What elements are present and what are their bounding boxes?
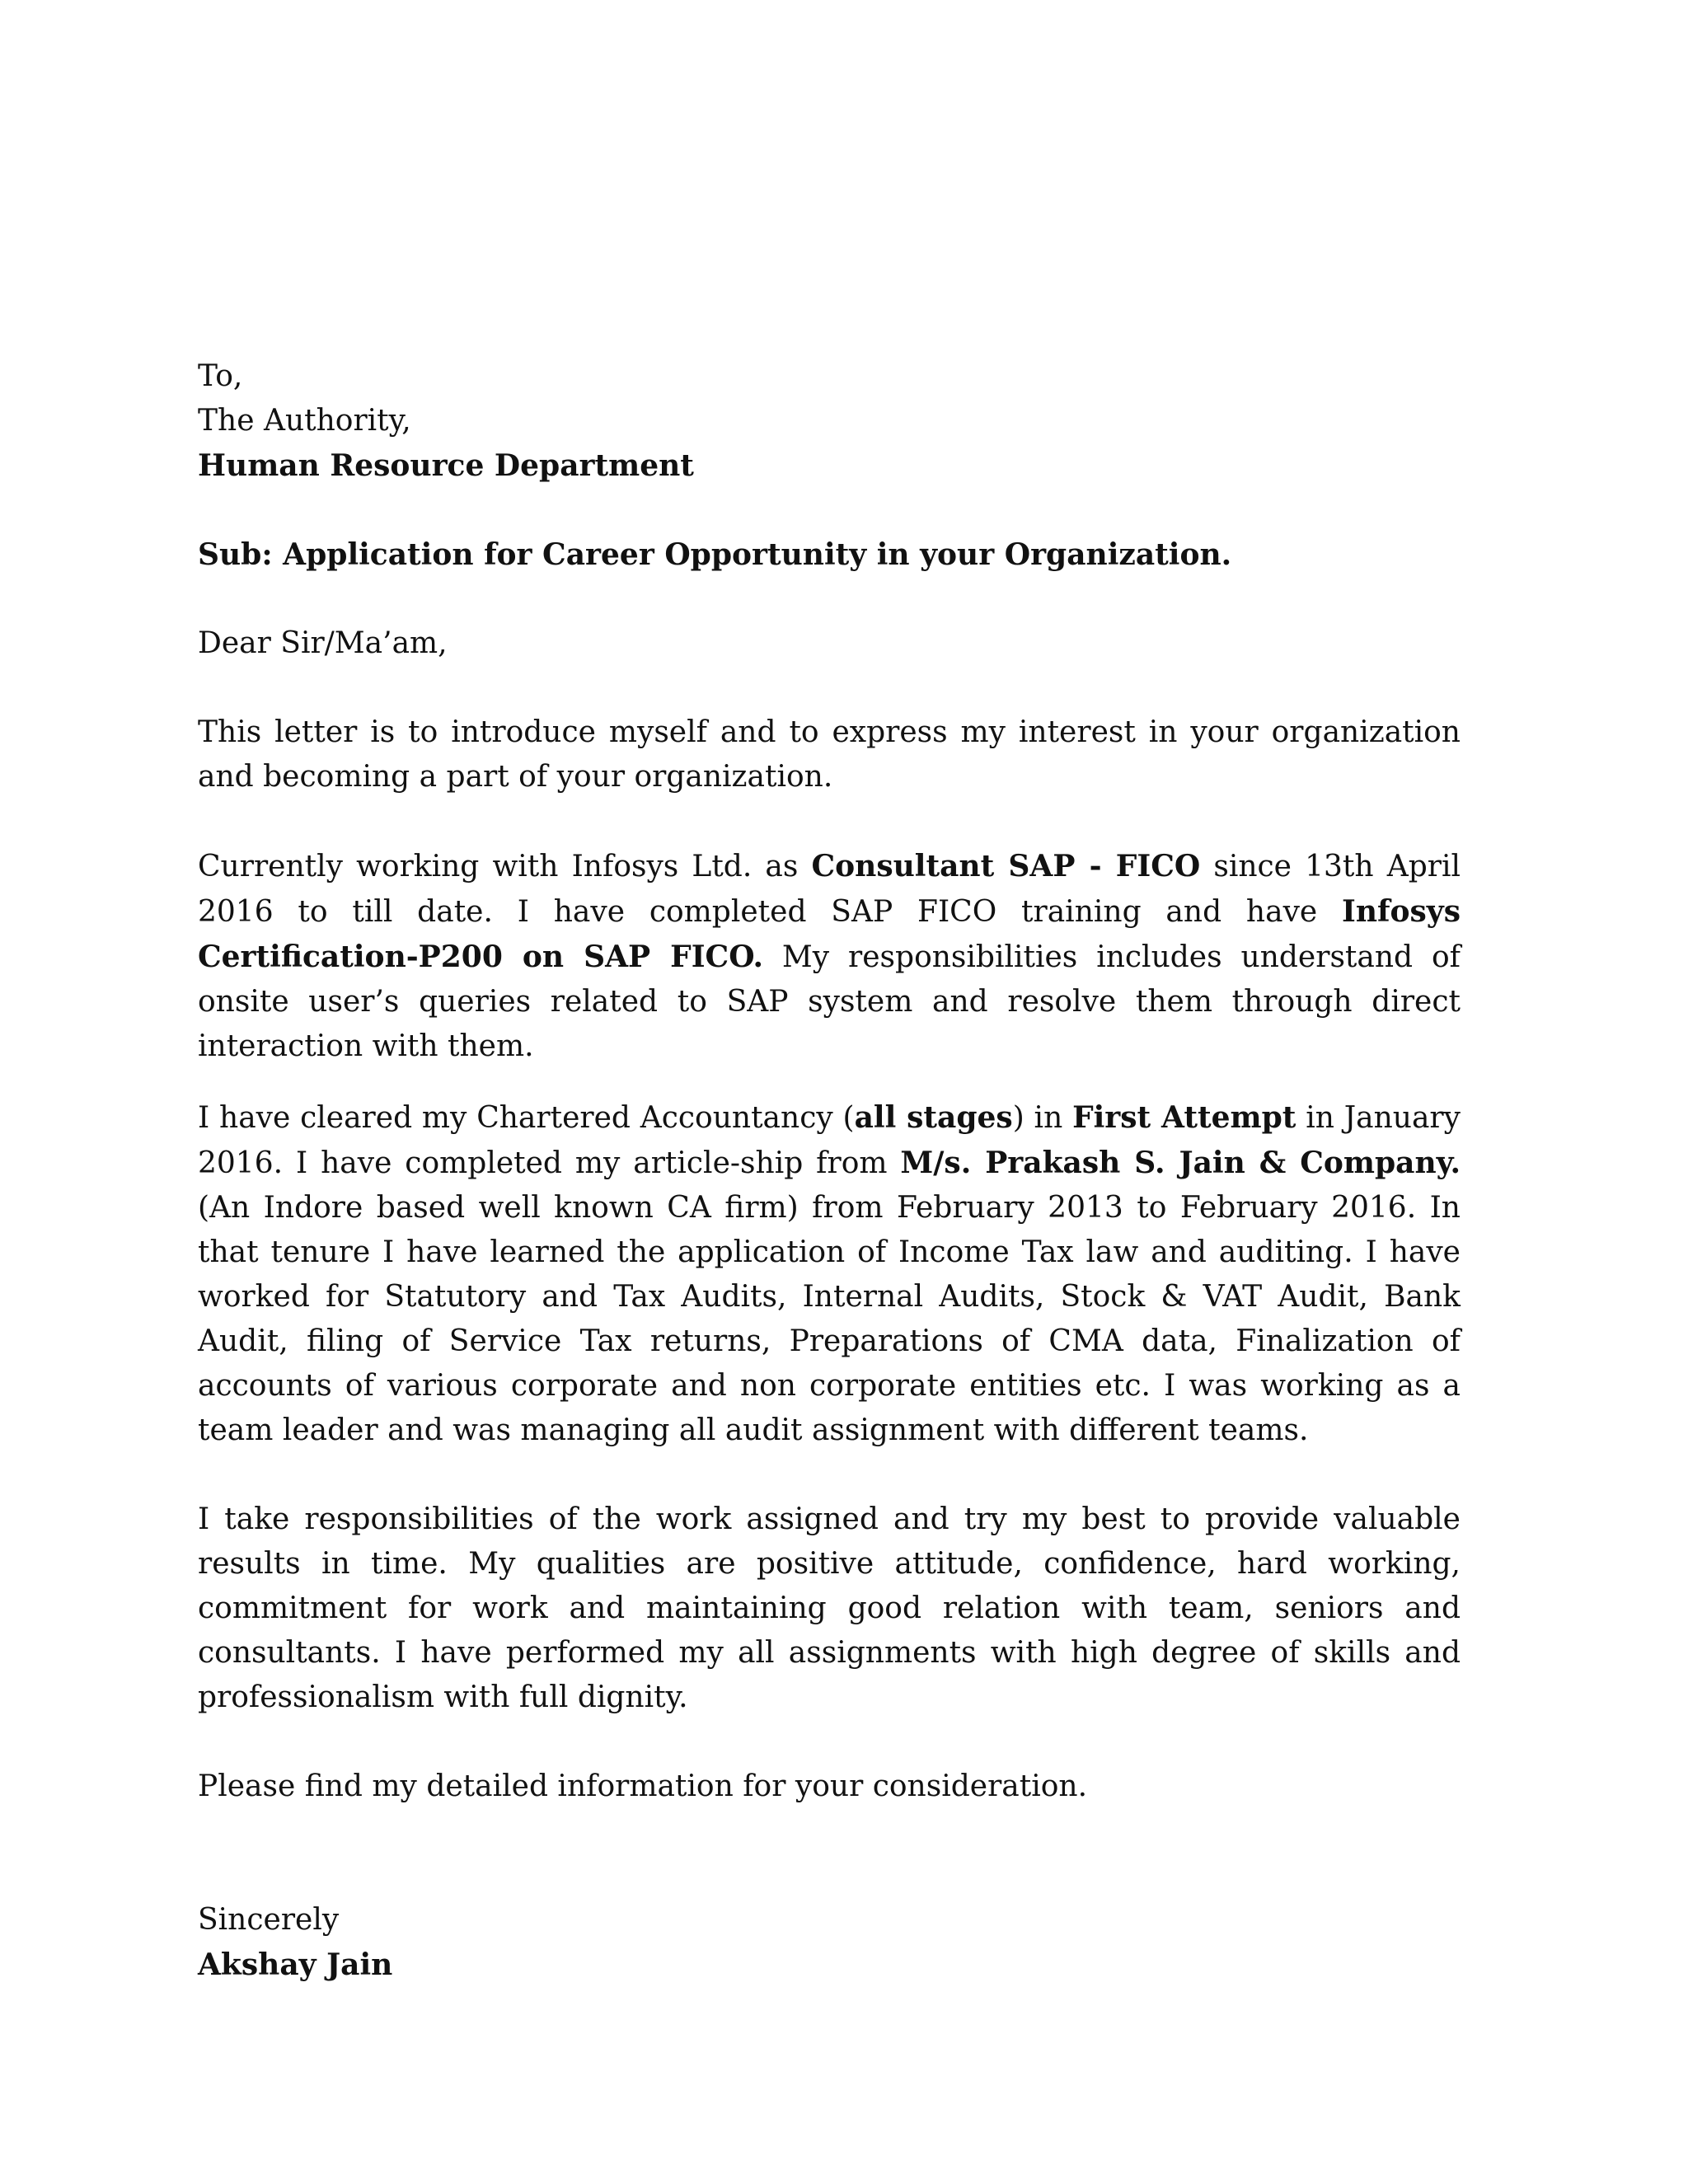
qualities-paragraph: I take responsibilities of the work assigned and try my best to provide valuable results in time. My qualities are positive attitude, confidence, hard working, commitment for work and maintaining good relation with team, seniors and consultants. I have performed my all assignments with high degree of skills and professionalism with full dignity. [198,1502,1461,1714]
education-text-4: (An Indore based well known CA firm) from February 2013 to February 2016. In that tenure I have learned the application of Income Tax law and auditing. I have worked for Statutory and Tax Audits, Internal Audits, Stock & VAT Audit, Bank Audit, filing of Service Tax returns, Preparations of CMA data, Finalization of accounts of various corporate and non corporate entities etc. I was working as a team leader and was managing all audit assignment with different teams. [198,1191,1461,1447]
education-text-2: ) in [1012,1101,1073,1135]
letter-body [198,354,1461,1987]
current-role-text-1: Currently working with Infosys Ltd. as [198,850,812,883]
closing-note: Please find my detailed information for your consideration. [198,1769,1088,1803]
education-all-stages: all stages [854,1100,1013,1135]
address-to: To, [198,359,243,393]
address-department: Human Resource Department [198,448,694,483]
sign-off: Sincerely [198,1903,340,1937]
certification: Infosys Certification-P200 on SAP FICO. [198,894,1461,974]
current-role-text-3: My responsibilities includes understand of onsite user’s queries related to SAP system and resolve them through direct interaction with them. [198,940,1461,1063]
subject-line: Sub: Application for Career Opportunity in your Organization. [198,537,1232,572]
salutation: Dear Sir/Ma’am, [198,626,448,660]
intro-paragraph: This letter is to introduce myself and to express my interest in your organization and becoming a part of your organization. [198,715,1461,794]
current-role-title: Consultant SAP - FICO [811,849,1201,883]
education-first-attempt: First Attempt [1072,1100,1296,1135]
education-paragraph [198,1095,1461,1453]
current-role-paragraph [198,844,1461,1069]
education-text-3: in January 2016. I have completed my article-ship from [198,1101,1461,1180]
address-authority: The Authority, [198,404,411,438]
signature-name: Akshay Jain [198,1947,393,1982]
current-role-text-2: since 13th April 2016 to till date. I have completed SAP FICO training and have [198,850,1461,929]
education-firm-name: M/s. Prakash S. Jain & Company. [900,1146,1461,1180]
education-text-1: I have cleared my Chartered Accountancy ( [198,1101,855,1135]
